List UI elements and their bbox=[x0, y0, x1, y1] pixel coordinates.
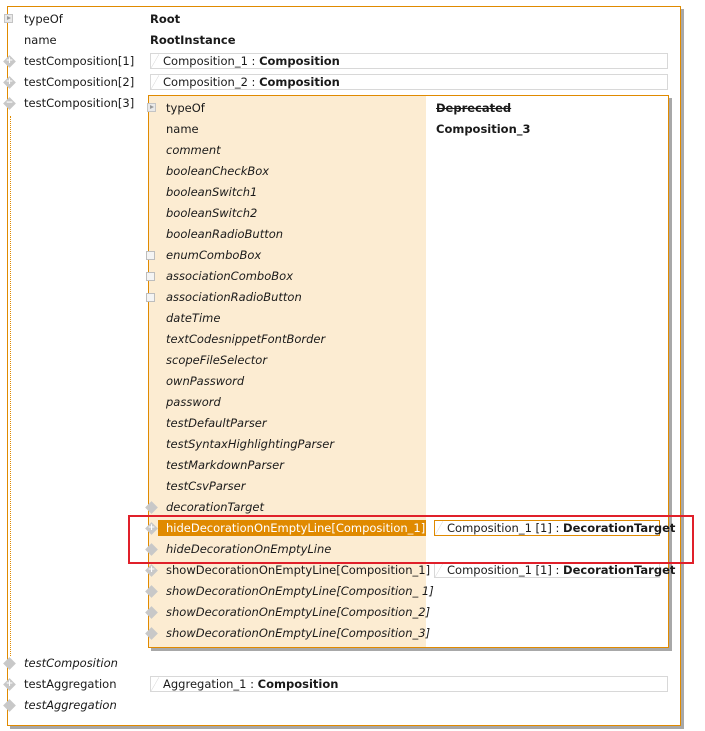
row-test-aggregation[interactable] bbox=[0, 674, 680, 694]
ref-separator: : bbox=[250, 677, 254, 691]
decoration-target-reference[interactable] bbox=[434, 562, 676, 578]
ref-type: Composition bbox=[257, 677, 339, 691]
diamond-minus-icon[interactable] bbox=[3, 97, 16, 110]
attr-label: testCsvParser bbox=[166, 479, 246, 493]
composition-1-reference[interactable] bbox=[150, 53, 668, 69]
attr-label: enumComboBox bbox=[166, 248, 262, 262]
ref-type: Composition bbox=[259, 75, 340, 89]
tree-connector bbox=[10, 116, 11, 656]
row-label: testComposition bbox=[24, 656, 118, 670]
diamond-plus-icon[interactable] bbox=[145, 564, 158, 577]
row-test-composition-2[interactable] bbox=[0, 72, 680, 92]
ref-separator: : bbox=[555, 521, 560, 535]
row-value: RootInstance bbox=[150, 33, 236, 47]
selected-label[interactable]: hideDecorationOnEmptyLine[Composition_1] bbox=[158, 520, 426, 536]
expand-triangle-icon[interactable] bbox=[147, 103, 156, 112]
c3-row-typeof[interactable] bbox=[148, 98, 668, 118]
attr-label: booleanRadioButton bbox=[166, 227, 284, 241]
row-label: showDecorationOnEmptyLine[Composition_ 1] bbox=[166, 584, 434, 598]
ref-name: Aggregation_1 bbox=[163, 677, 247, 691]
attr-label: ownPassword bbox=[166, 374, 245, 388]
row-value: Composition_3 bbox=[436, 122, 531, 136]
expand-triangle-icon[interactable] bbox=[4, 14, 13, 23]
attr-label: password bbox=[166, 395, 221, 409]
attr-label: scopeFileSelector bbox=[166, 353, 268, 367]
square-node-icon[interactable] bbox=[146, 251, 155, 260]
attr-label: dateTime bbox=[166, 311, 221, 325]
attr-label: booleanCheckBox bbox=[166, 164, 270, 178]
attr-label: comment bbox=[166, 143, 221, 157]
row-label: testComposition[3] bbox=[24, 96, 135, 110]
composition-2-reference[interactable] bbox=[150, 74, 668, 90]
row-label: testAggregation bbox=[24, 698, 117, 712]
row-test-composition-1[interactable] bbox=[0, 51, 680, 71]
row-label: testComposition[1] bbox=[24, 54, 135, 68]
ref-name: Composition_1 [1] bbox=[447, 521, 552, 535]
row-label: showDecorationOnEmptyLine[Composition_2] bbox=[166, 605, 431, 619]
attr-label: testSyntaxHighlightingParser bbox=[166, 437, 335, 451]
ref-type: Composition bbox=[259, 54, 340, 68]
attr-label: textCodesnippetFontBorder bbox=[166, 332, 326, 346]
row-test-aggregation-italic[interactable] bbox=[0, 695, 140, 715]
row-test-composition[interactable] bbox=[0, 653, 140, 673]
row-label: showDecorationOnEmptyLine[Composition_3] bbox=[166, 626, 431, 640]
aggregation-1-reference[interactable] bbox=[150, 676, 668, 692]
row-label: testAggregation bbox=[24, 677, 117, 691]
diamond-plus-icon[interactable] bbox=[3, 76, 16, 89]
attr-label: booleanSwitch1 bbox=[166, 185, 258, 199]
row-test-composition-3[interactable] bbox=[0, 93, 140, 113]
diamond-icon[interactable] bbox=[3, 699, 16, 712]
square-node-icon[interactable] bbox=[146, 272, 155, 281]
decoration-target-reference[interactable] bbox=[434, 520, 676, 536]
c3-row-name[interactable] bbox=[148, 119, 668, 139]
ref-type: DecorationTarget bbox=[563, 563, 676, 577]
ref-name: Composition_1 bbox=[163, 54, 248, 68]
row-label: hideDecorationOnEmptyLine bbox=[166, 542, 332, 556]
ref-separator: : bbox=[251, 54, 256, 68]
row-value-deprecated: Deprecated bbox=[436, 101, 512, 115]
diamond-icon[interactable] bbox=[3, 657, 16, 670]
attr-label: testMarkdownParser bbox=[166, 458, 284, 472]
diamond-plus-icon[interactable] bbox=[3, 55, 16, 68]
row-value: Root bbox=[150, 12, 181, 26]
show-decoration-composition-1-row[interactable] bbox=[148, 560, 676, 580]
row-label: testComposition[2] bbox=[24, 75, 135, 89]
row-label: name bbox=[24, 33, 57, 47]
row-label: typeOf bbox=[24, 12, 63, 26]
hide-decoration-composition-1-row[interactable] bbox=[148, 518, 676, 538]
diamond-plus-icon[interactable] bbox=[145, 522, 158, 535]
attr-label: associationRadioButton bbox=[166, 290, 302, 304]
attr-label: associationComboBox bbox=[166, 269, 293, 283]
square-node-icon[interactable] bbox=[146, 293, 155, 302]
diamond-plus-icon[interactable] bbox=[3, 678, 16, 691]
ref-type: DecorationTarget bbox=[563, 521, 676, 535]
ref-name: Composition_2 bbox=[163, 75, 248, 89]
row-label: typeOf bbox=[166, 101, 205, 115]
ref-separator: : bbox=[251, 75, 256, 89]
row-label: name bbox=[166, 122, 199, 136]
row-typeof[interactable] bbox=[0, 9, 680, 29]
ref-separator: : bbox=[555, 563, 560, 577]
attr-label: booleanSwitch2 bbox=[166, 206, 258, 220]
attr-label: decorationTarget bbox=[166, 500, 265, 514]
row-name[interactable] bbox=[0, 30, 680, 50]
ref-name: Composition_1 [1] bbox=[447, 563, 552, 577]
attr-label: testDefaultParser bbox=[166, 416, 267, 430]
row-label: showDecorationOnEmptyLine[Composition_1] bbox=[166, 563, 431, 577]
